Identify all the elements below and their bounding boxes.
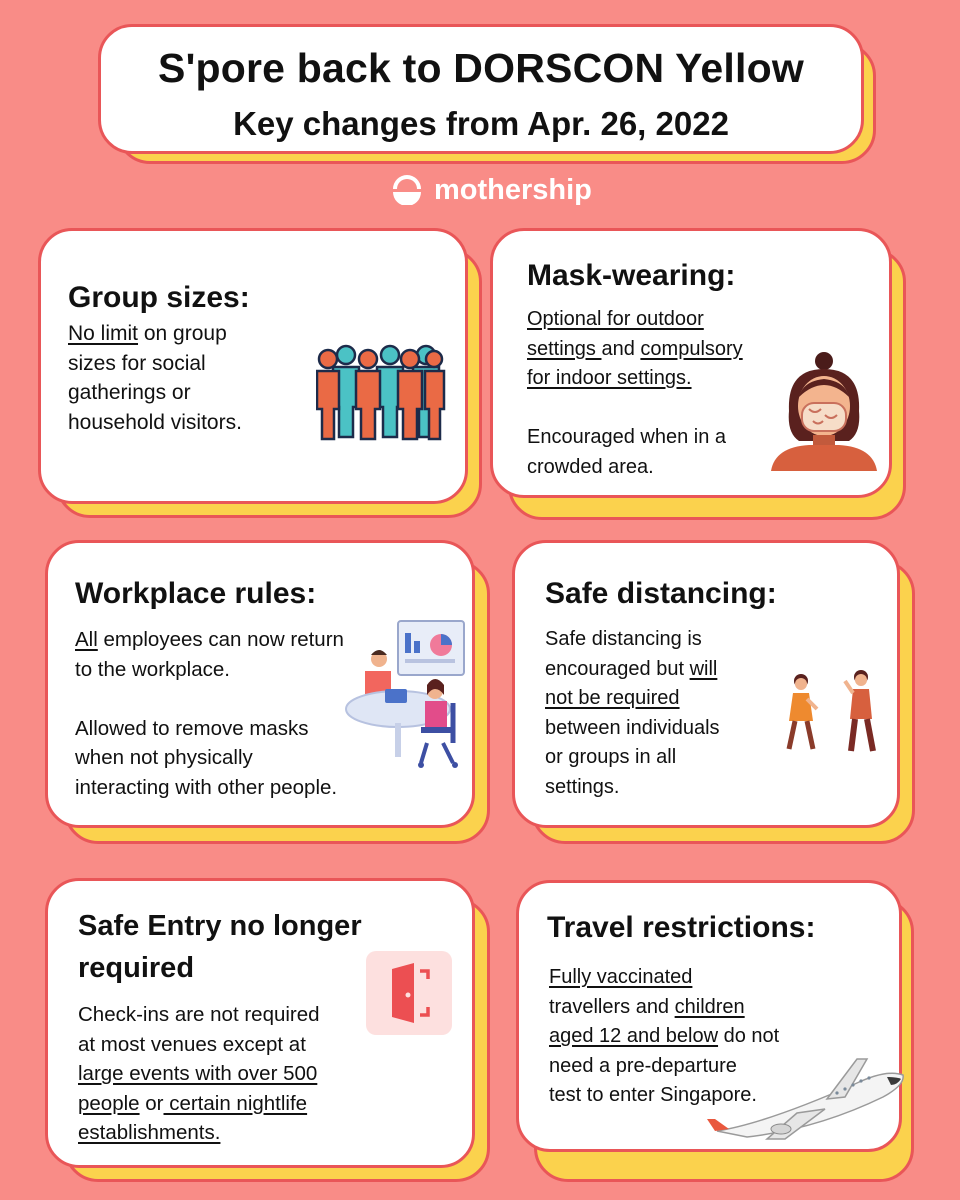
text-line [75,655,344,685]
text-segment: Allowed to remove masks [75,716,309,740]
text-segment: between individuals [545,716,720,739]
text-line [545,625,720,655]
text-line [527,305,743,335]
safe-entry-door-icon [366,951,452,1035]
brand-name: mothership [434,173,592,206]
text-segment: employees can now return [97,628,344,651]
text-line [78,1118,320,1148]
safe-entry-title-line2: required [78,952,195,984]
safe-distancing-card [512,540,900,828]
text-line [78,1089,320,1119]
text-segment: at most venues except at [78,1032,306,1056]
text-line [545,655,720,685]
text-line [545,684,720,714]
text-line [78,1030,320,1060]
workplace-rules-card [45,540,475,828]
text-segment: and [601,337,641,360]
text-segment: sizes for social [68,351,206,375]
text-segment: on group [138,322,227,345]
underlined-text: settings [527,337,602,360]
underlined-text: aged 12 and below [549,1025,719,1047]
text-segment: travellers and [549,995,675,1018]
underlined-text: No limit [68,322,139,345]
group-sizes-card [38,228,468,504]
underlined-text: will [689,657,718,680]
underlined-text: compulsory [640,337,743,360]
text-segment: interacting with other people. [75,775,338,799]
office-meeting-icon [343,619,473,769]
text-line [527,394,743,424]
underlined-text: certain nightlife [163,1091,308,1115]
text-line [78,1059,320,1089]
underlined-text: for indoor settings. [527,367,692,389]
text-line [527,453,743,483]
text-segment: Encouraged when in a [527,426,727,448]
text-line [75,714,344,744]
mask-wearing-card [490,228,892,498]
text-line [549,963,779,993]
text-line [549,993,779,1023]
text-segment: encouraged but [545,657,690,680]
underlined-text: people [78,1091,140,1115]
text-segment: or [139,1091,164,1115]
travel-restrictions-card [516,880,902,1152]
text-line [527,423,743,453]
mothership-logo-icon [390,175,424,205]
text-segment: need a pre-departure [549,1054,737,1077]
mask-wearing-title: Mask-wearing: [527,259,736,292]
underlined-text: children [674,995,745,1018]
underlined-text: Optional for outdoor [527,308,704,330]
text-line [68,408,242,438]
page-title: S'pore back to DORSCON Yellow [158,45,804,91]
text-line [545,743,720,773]
brand-logo [390,170,592,210]
travel-restrictions-title: Travel restrictions: [547,911,816,944]
text-segment: Check-ins are not required [78,1003,320,1026]
text-line [75,625,344,655]
group-sizes-text [68,319,242,437]
text-line [527,364,743,394]
group-of-people-icon [316,343,446,443]
underlined-text: All [75,628,98,651]
text-line [78,1000,320,1030]
text-segment: do not [718,1025,780,1047]
group-sizes-title: Group sizes: [68,281,250,314]
underlined-text: Fully vaccinated [549,966,693,988]
text-segment: crowded area. [527,455,654,478]
safe-entry-card [45,878,475,1168]
text-line [68,378,242,408]
text-line [545,773,720,803]
safe-distancing-text [545,625,720,802]
text-line [68,349,242,379]
workplace-rules-text [75,625,344,802]
text-segment: Safe distancing is [545,628,702,650]
woman-wearing-mask-icon [769,351,879,471]
safe-entry-text [78,1000,320,1148]
text-segment: test to enter Singapore. [549,1084,757,1106]
underlined-text: not be required [545,687,680,709]
workplace-rules-title: Workplace rules: [75,577,317,610]
text-line [75,773,344,803]
mask-wearing-text [527,305,743,482]
text-segment: settings. [545,775,620,798]
text-line [545,714,720,744]
title-box [98,24,864,154]
text-segment: or groups in all [545,746,677,768]
text-line [75,684,344,714]
text-line [549,1022,779,1052]
text-line [75,743,344,773]
safe-entry-title-line1: Safe Entry no longer [78,910,362,942]
text-segment: gatherings or [68,381,191,404]
two-people-distancing-icon [777,669,887,759]
text-segment: to the workplace. [75,657,230,681]
underlined-text: establishments. [78,1121,221,1144]
airplane-icon [707,1053,907,1143]
underlined-text: large events with over 500 [78,1062,318,1085]
page-subtitle: Key changes from Apr. 26, 2022 [233,105,729,142]
text-segment: household visitors. [68,410,242,434]
text-line [527,335,743,365]
text-line [68,319,242,349]
text-segment: when not physically [75,746,253,769]
safe-distancing-title: Safe distancing: [545,577,777,610]
